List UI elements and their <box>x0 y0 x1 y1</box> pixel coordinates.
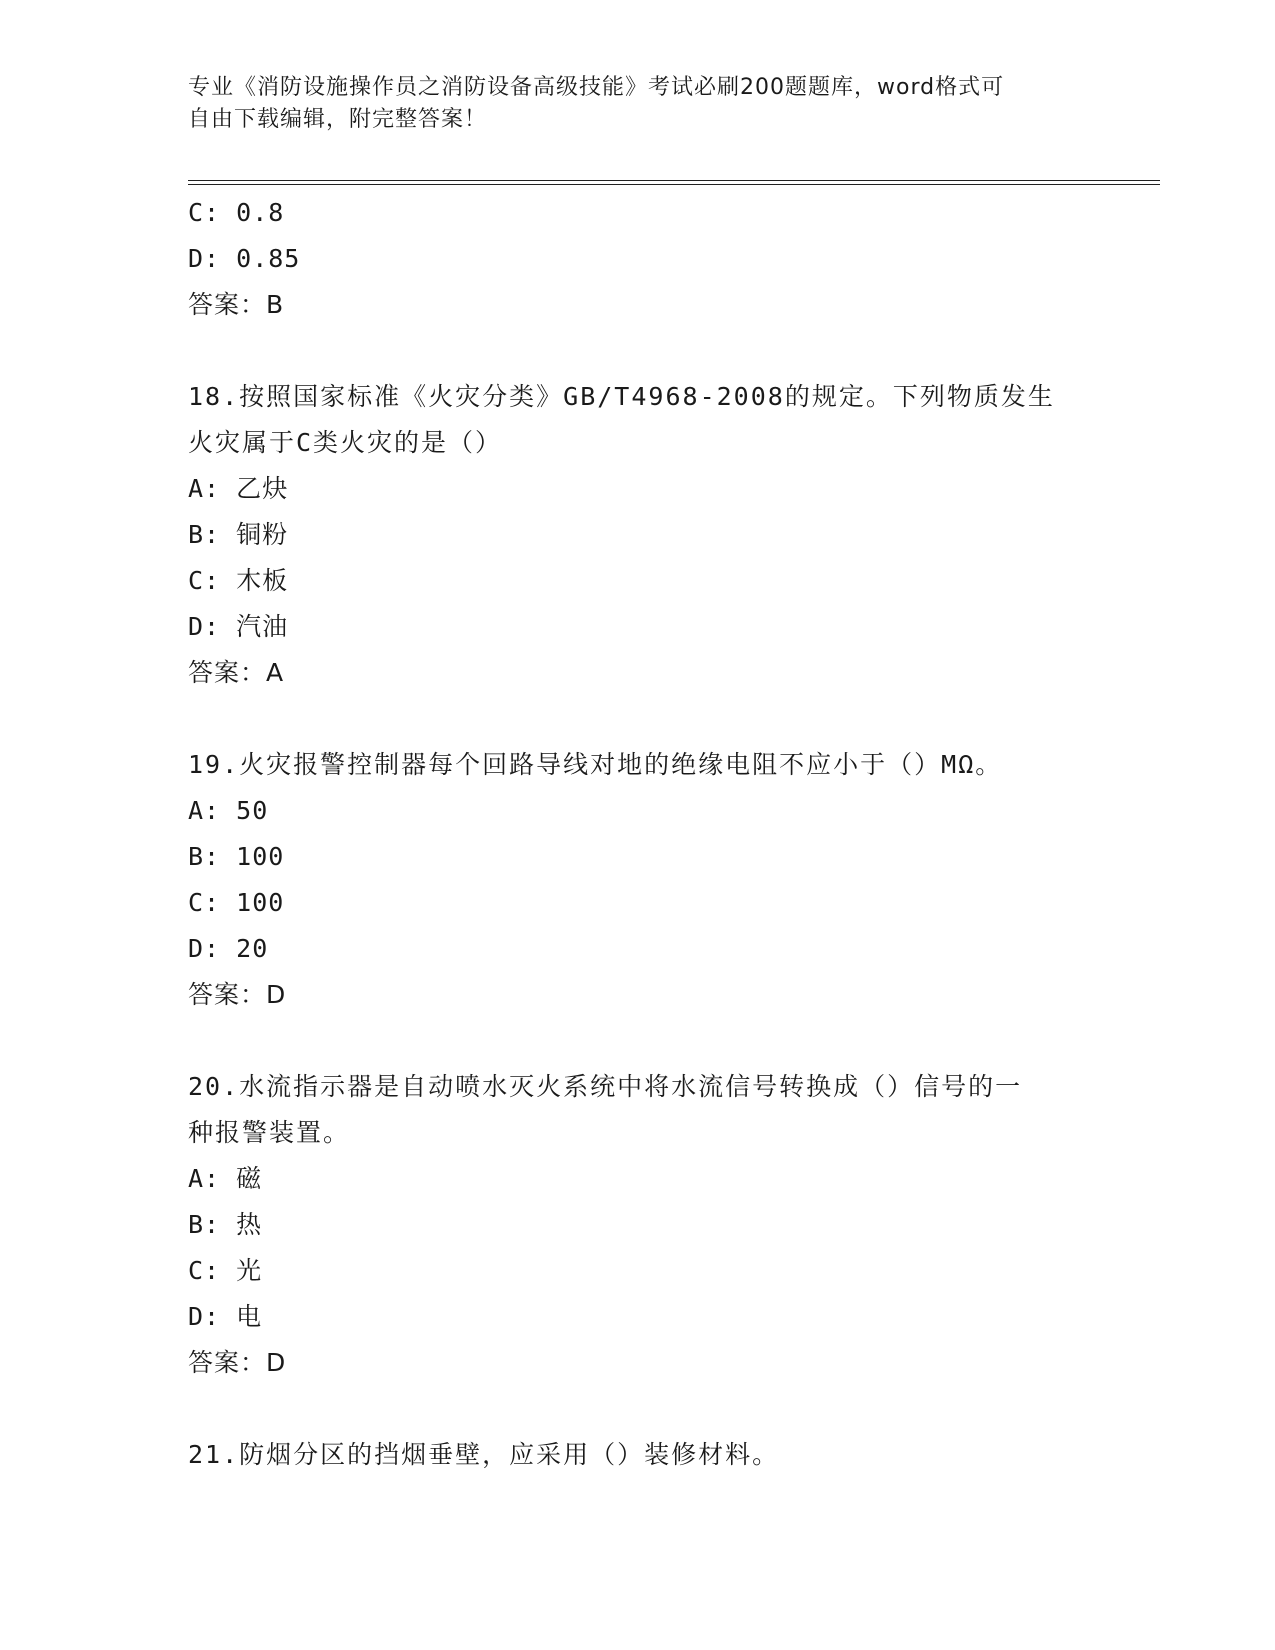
header-line-1: 专业《消防设施操作员之消防设备高级技能》考试必刷200题题库，word格式可 <box>188 75 1005 100</box>
option-c: C: 100 <box>188 888 285 917</box>
question-19-stem: 19.火灾报警控制器每个回路导线对地的绝缘电阻不应小于（）MΩ。 <box>188 750 1003 779</box>
document-header <box>188 72 1068 136</box>
option-a: A: 磁 <box>188 1164 263 1193</box>
header-line-2: 自由下载编辑，附完整答案！ <box>188 107 488 132</box>
option-c: C: 0.8 <box>188 198 285 227</box>
option-b: B: 100 <box>188 842 285 871</box>
option-a: A: 50 <box>188 796 269 825</box>
question-18-stem <box>188 374 1088 466</box>
question-21-stem: 21.防烟分区的挡烟垂壁，应采用（）装修材料。 <box>188 1440 780 1469</box>
answer: 答案：B <box>188 290 285 319</box>
option-c: C: 光 <box>188 1256 263 1285</box>
option-d: D: 0.85 <box>188 244 301 273</box>
header-divider-top <box>188 180 1160 181</box>
question-18-line-2: 火灾属于C类火灾的是（） <box>188 428 503 457</box>
option-d: D: 20 <box>188 934 269 963</box>
answer: 答案：A <box>188 658 285 687</box>
question-20-line-1: 20.水流指示器是自动喷水灭火系统中将水流信号转换成（）信号的一 <box>188 1072 1023 1101</box>
option-a: A: 乙炔 <box>188 474 289 503</box>
option-c: C: 木板 <box>188 566 289 595</box>
option-d: D: 电 <box>188 1302 263 1331</box>
option-d: D: 汽油 <box>188 612 289 641</box>
answer: 答案：D <box>188 980 287 1009</box>
question-18-line-1: 18.按照国家标准《火灾分类》GB/T4968-2008的规定。下列物质发生 <box>188 382 1055 411</box>
answer: 答案：D <box>188 1348 287 1377</box>
header-divider-bottom <box>188 184 1160 185</box>
option-b: B: 铜粉 <box>188 520 289 549</box>
question-20-stem <box>188 1064 1088 1156</box>
question-20-line-2: 种报警装置。 <box>188 1118 351 1147</box>
option-b: B: 热 <box>188 1210 263 1239</box>
question-content <box>188 190 1088 1478</box>
